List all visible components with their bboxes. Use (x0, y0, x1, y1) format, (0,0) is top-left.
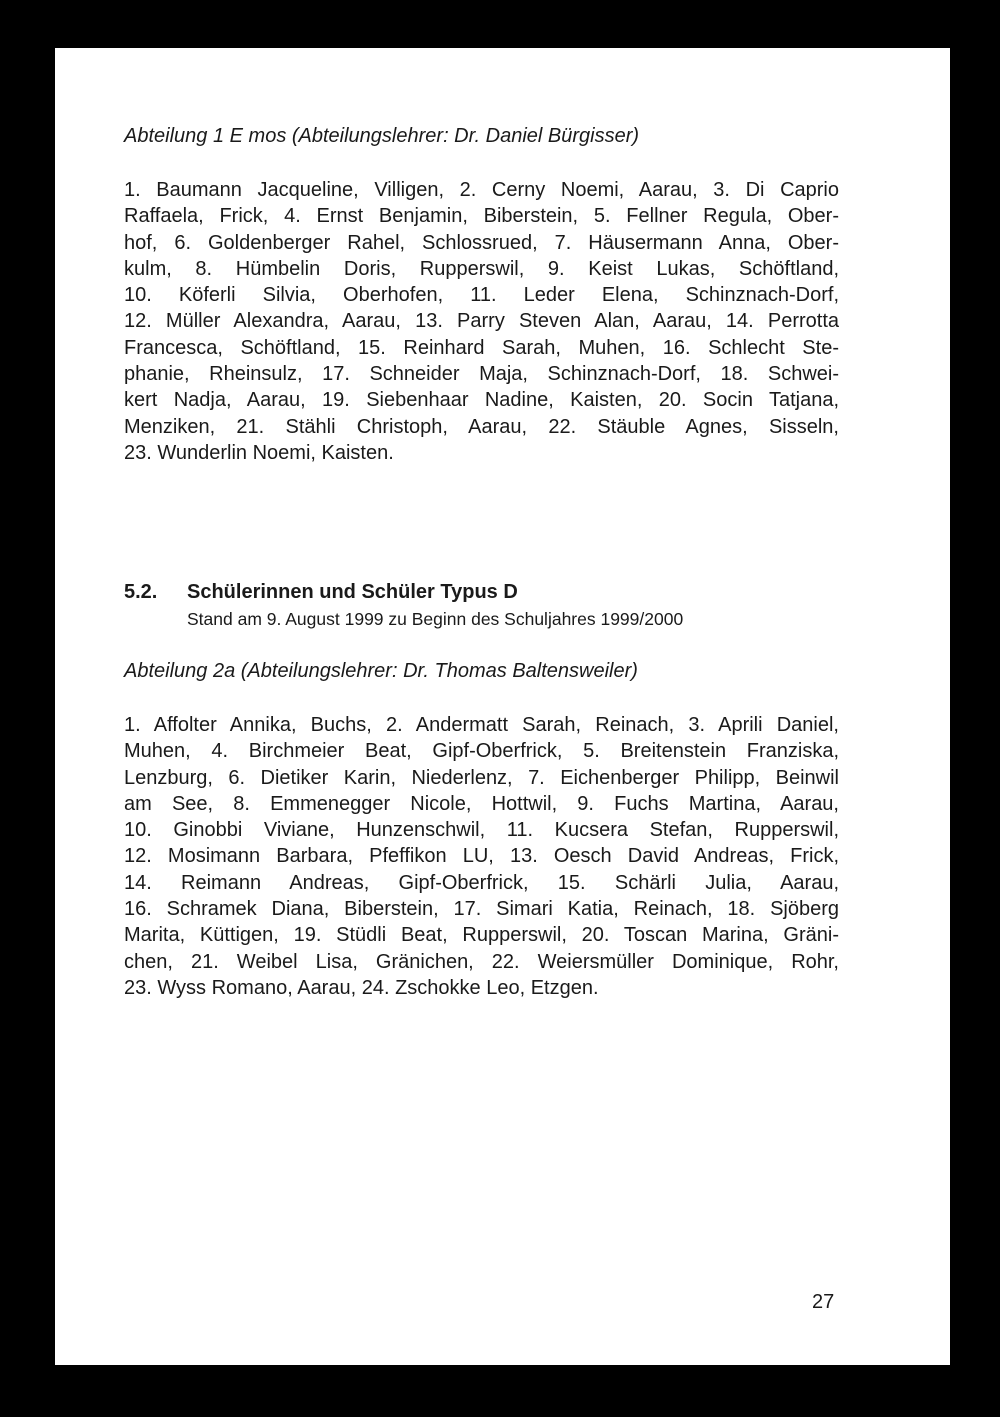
section2-heading: Abteilung 2a (Abteilungslehrer: Dr. Thomas Baltensweiler) (124, 660, 638, 682)
list-line: kert Nadja, Aarau, 19. Siebenhaar Nadine, Kaisten, 20. Socin Tatjana, (124, 389, 839, 412)
list-line: 23. Wunderlin Noemi, Kaisten. (124, 441, 394, 464)
list-line: 1. Affolter Annika, Buchs, 2. Andermatt Sarah, Reinach, 3. Aprili Daniel, (124, 714, 839, 736)
list-line: 16. Schramek Diana, Biberstein, 17. Simari Katia, Reinach, 18. Sjöberg (124, 898, 839, 921)
list-line: Raffaela, Frick, 4. Ernst Benjamin, Biberstein, 5. Fellner Regula, Ober- (124, 205, 839, 228)
list-line: 12. Mosimann Barbara, Pfeffikon LU, 13. Oesch David Andreas, Frick, (124, 845, 839, 868)
section-subtitle: Stand am 9. August 1999 zu Beginn des Schuljahres 1999/2000 (187, 609, 684, 629)
list-line: 10. Köferli Silvia, Oberhofen, 11. Leder Elena, Schinznach-Dorf, (124, 284, 839, 307)
list-line: 23. Wyss Romano, Aarau, 24. Zschokke Leo, Etzgen. (124, 976, 599, 999)
list-line: kulm, 8. Hümbelin Doris, Rupperswil, 9. Keist Lukas, Schöftland, (124, 257, 839, 280)
list-line: phanie, Rheinsulz, 17. Schneider Maja, Schinznach-Dorf, 18. Schwei- (124, 363, 839, 386)
list-line: Muhen, 4. Birchmeier Beat, Gipf-Oberfrick, 5. Breitenstein Franziska, (124, 740, 839, 763)
list-line: Marita, Küttigen, 19. Stüdli Beat, Rupperswil, 20. Toscan Marina, Gräni- (124, 924, 839, 947)
list-line: 14. Reimann Andreas, Gipf-Oberfrick, 15. Schärli Julia, Aarau, (124, 871, 839, 894)
list-line: chen, 21. Weibel Lisa, Gränichen, 22. Weiersmüller Dominique, Rohr, (124, 950, 839, 973)
list-line: hof, 6. Goldenberger Rahel, Schlossrued, 7. Häusermann Anna, Ober- (124, 231, 839, 254)
section2-student-list (124, 712, 839, 1001)
list-line: 1. Baumann Jacqueline, Villigen, 2. Cerny Noemi, Aarau, 3. Di Caprio (124, 179, 839, 201)
list-line: 10. Ginobbi Viviane, Hunzenschwil, 11. Kucsera Stefan, Rupperswil, (124, 819, 839, 842)
list-line: 12. Müller Alexandra, Aarau, 13. Parry Steven Alan, Aarau, 14. Perrotta (124, 310, 839, 333)
list-line: Menziken, 21. Stähli Christoph, Aarau, 22. Stäuble Agnes, Sisseln, (124, 415, 839, 438)
section1-heading: Abteilung 1 E mos (Abteilungslehrer: Dr. Daniel Bürgisser) (124, 125, 640, 147)
section-title: Schülerinnen und Schüler Typus D (187, 581, 518, 603)
list-line: Francesca, Schöftland, 15. Reinhard Sarah, Muhen, 16. Schlecht Ste- (124, 336, 839, 359)
document-page (55, 48, 950, 1365)
list-line: Lenzburg, 6. Dietiker Karin, Niederlenz, 7. Eichenberger Philipp, Beinwil (124, 766, 839, 789)
list-line: am See, 8. Emmenegger Nicole, Hottwil, 9. Fuchs Martina, Aarau, (124, 792, 839, 815)
page-number: 27 (812, 1291, 835, 1313)
section1-student-list (124, 177, 839, 466)
section-number: 5.2. (124, 581, 158, 603)
